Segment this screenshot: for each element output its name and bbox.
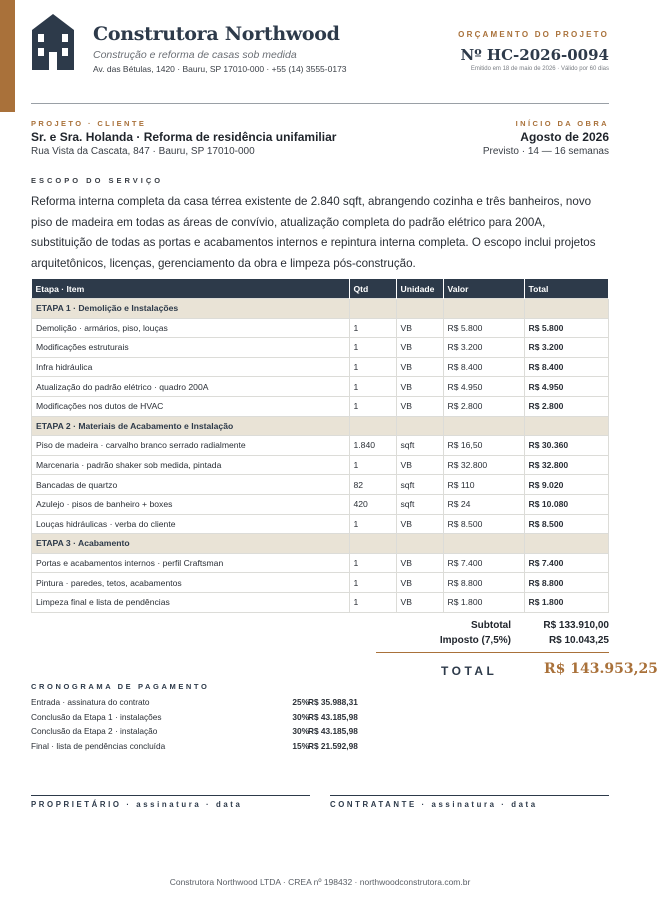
item-price: R$ 7.400 bbox=[443, 553, 524, 573]
stage-empty-cell bbox=[443, 534, 524, 554]
stage-empty-cell bbox=[524, 299, 609, 319]
owner-signature-label: PROPRIETÁRIO · assinatura · data bbox=[31, 800, 243, 809]
item-quantity: 1 bbox=[349, 592, 396, 612]
item-description: Louças hidráulicas · verba do cliente bbox=[32, 514, 350, 534]
item-total: R$ 3.200 bbox=[524, 338, 609, 358]
item-quantity: 1 bbox=[349, 338, 396, 358]
item-quantity: 1 bbox=[349, 377, 396, 397]
contractor-signature-line[interactable] bbox=[330, 795, 609, 796]
header-unit: Unidade bbox=[396, 279, 443, 299]
stage-label: ETAPA 1 · Demolição e Instalações bbox=[32, 299, 350, 319]
start-date: Agosto de 2026 bbox=[520, 130, 609, 144]
stage-label: ETAPA 3 · Acabamento bbox=[32, 534, 350, 554]
item-quantity: 1.840 bbox=[349, 436, 396, 456]
item-price: R$ 24 bbox=[443, 494, 524, 514]
table-row bbox=[32, 436, 609, 456]
project-name: Sr. e Sra. Holanda · Reforma de residência unifamiliar bbox=[31, 130, 337, 144]
payment-amount: R$ 43.185,98 bbox=[308, 712, 358, 722]
item-total: R$ 9.020 bbox=[524, 475, 609, 495]
subtotal-row bbox=[411, 620, 609, 631]
subtotal-value: R$ 133.910,00 bbox=[543, 620, 609, 631]
item-price: R$ 2.800 bbox=[443, 396, 524, 416]
house-building-icon bbox=[32, 12, 74, 70]
stage-row bbox=[32, 416, 609, 436]
item-description: Limpeza final e lista de pendências bbox=[32, 592, 350, 612]
table-row bbox=[32, 592, 609, 612]
item-description: Modificações nos dutos de HVAC bbox=[32, 396, 350, 416]
start-label: INÍCIO DA OBRA bbox=[515, 119, 609, 128]
item-description: Marcenaria · padrão shaker sob medida, pintada bbox=[32, 455, 350, 475]
item-description: Portas e acabamentos internos · perfil Craftsman bbox=[32, 553, 350, 573]
item-quantity: 1 bbox=[349, 573, 396, 593]
header-price: Valor bbox=[443, 279, 524, 299]
table-row bbox=[32, 338, 609, 358]
company-tagline: Construção e reforma de casas sob medida bbox=[93, 49, 297, 61]
item-unit: VB bbox=[396, 573, 443, 593]
table-row bbox=[32, 396, 609, 416]
item-description: Modificações estruturais bbox=[32, 338, 350, 358]
item-unit: sqft bbox=[396, 494, 443, 514]
contractor-signature-label: CONTRATANTE · assinatura · data bbox=[330, 800, 538, 809]
tax-value: R$ 10.043,25 bbox=[548, 635, 609, 646]
stage-empty-cell bbox=[396, 416, 443, 436]
item-price: R$ 32.800 bbox=[443, 455, 524, 475]
item-unit: VB bbox=[396, 514, 443, 534]
quote-meta: Emitido em 18 de maio de 2026 · Válido por 60 dias bbox=[470, 66, 609, 72]
item-price: R$ 1.800 bbox=[443, 592, 524, 612]
header-divider bbox=[31, 103, 609, 104]
stage-empty-cell bbox=[443, 299, 524, 319]
item-description: Demolição · armários, piso, louças bbox=[32, 318, 350, 338]
total-value: R$ 143.953,25 bbox=[544, 661, 658, 677]
item-quantity: 420 bbox=[349, 494, 396, 514]
item-total: R$ 10.080 bbox=[524, 494, 609, 514]
item-quantity: 1 bbox=[349, 318, 396, 338]
stage-empty-cell bbox=[396, 534, 443, 554]
stage-row bbox=[32, 534, 609, 554]
header-total: Total bbox=[524, 279, 609, 299]
stage-empty-cell bbox=[524, 534, 609, 554]
stage-empty-cell bbox=[349, 416, 396, 436]
item-description: Bancadas de quartzo bbox=[32, 475, 350, 495]
items-table bbox=[31, 279, 609, 613]
item-unit: VB bbox=[396, 357, 443, 377]
item-price: R$ 4.950 bbox=[443, 377, 524, 397]
item-description: Infra hidráulica bbox=[32, 357, 350, 377]
accent-bar bbox=[0, 0, 15, 112]
stage-label: ETAPA 2 · Materiais de Acabamento e Instalação bbox=[32, 416, 350, 436]
item-price: R$ 16,50 bbox=[443, 436, 524, 456]
table-row bbox=[32, 494, 609, 514]
item-unit: VB bbox=[396, 318, 443, 338]
item-unit: VB bbox=[396, 592, 443, 612]
payment-desc: Final · lista de pendências concluída bbox=[31, 741, 166, 751]
item-total: R$ 1.800 bbox=[524, 592, 609, 612]
stage-empty-cell bbox=[443, 416, 524, 436]
footer: Construtora Northwood LTDA · CREA nº 198432 · northwoodconstrutora.com.br bbox=[169, 877, 471, 887]
header-qty: Qtd bbox=[349, 279, 396, 299]
scope-label: ESCOPO DO SERVIÇO bbox=[31, 176, 164, 185]
item-unit: VB bbox=[396, 553, 443, 573]
table-row bbox=[32, 553, 609, 573]
item-price: R$ 8.500 bbox=[443, 514, 524, 534]
item-total: R$ 8.800 bbox=[524, 573, 609, 593]
table-row bbox=[32, 573, 609, 593]
item-quantity: 1 bbox=[349, 553, 396, 573]
table-row bbox=[32, 475, 609, 495]
item-total: R$ 7.400 bbox=[524, 553, 609, 573]
item-description: Pintura · paredes, tetos, acabamentos bbox=[32, 573, 350, 593]
project-address: Rua Vista da Cascata, 847 · Bauru, SP 17010-000 bbox=[31, 146, 255, 157]
table-header-row bbox=[32, 279, 609, 299]
payment-percent: 25% bbox=[292, 697, 309, 707]
project-label: PROJETO · CLIENTE bbox=[31, 119, 147, 128]
item-unit: VB bbox=[396, 338, 443, 358]
item-description: Azulejo · pisos de banheiro + boxes bbox=[32, 494, 350, 514]
scope-text: Reforma interna completa da casa térrea existente de 2.840 sqft, abrangendo cozinha e três banheiros, novo piso de madeira em todas as áreas de convívio, atualização completa do padrão elétrico para 200A, substituição de todas as portas e acabamentos internos e repintura interna completa. O escopo inclui projetos arquitetônicos, licenças, gerenciamento da obra e limpeza pós-construção. bbox=[31, 195, 596, 270]
stage-row bbox=[32, 299, 609, 319]
item-total: R$ 8.500 bbox=[524, 514, 609, 534]
item-quantity: 1 bbox=[349, 396, 396, 416]
table-row bbox=[32, 514, 609, 534]
item-total: R$ 30.360 bbox=[524, 436, 609, 456]
item-total: R$ 8.400 bbox=[524, 357, 609, 377]
subtotal-label: Subtotal bbox=[471, 620, 511, 631]
item-price: R$ 5.800 bbox=[443, 318, 524, 338]
table-row bbox=[32, 357, 609, 377]
tax-row bbox=[411, 635, 609, 646]
item-price: R$ 3.200 bbox=[443, 338, 524, 358]
quote-number: Nº HC-2026-0094 bbox=[460, 46, 609, 64]
header-item: Etapa · Item bbox=[32, 279, 350, 299]
item-price: R$ 8.400 bbox=[443, 357, 524, 377]
item-total: R$ 4.950 bbox=[524, 377, 609, 397]
item-price: R$ 8.800 bbox=[443, 573, 524, 593]
table-body bbox=[32, 299, 609, 613]
item-quantity: 1 bbox=[349, 514, 396, 534]
table-row bbox=[32, 318, 609, 338]
item-unit: VB bbox=[396, 377, 443, 397]
stage-empty-cell bbox=[349, 299, 396, 319]
item-unit: sqft bbox=[396, 475, 443, 495]
stage-empty-cell bbox=[396, 299, 443, 319]
table-row bbox=[32, 377, 609, 397]
stage-empty-cell bbox=[349, 534, 396, 554]
company-name: Construtora Northwood bbox=[93, 23, 340, 45]
item-description: Piso de madeira · carvalho branco serrado radialmente bbox=[32, 436, 350, 456]
item-description: Atualização do padrão elétrico · quadro 200A bbox=[32, 377, 350, 397]
payment-desc: Conclusão da Etapa 1 · instalações bbox=[31, 712, 162, 722]
stage-empty-cell bbox=[524, 416, 609, 436]
item-total: R$ 2.800 bbox=[524, 396, 609, 416]
tax-label: Imposto (7,5%) bbox=[439, 635, 511, 646]
item-quantity: 82 bbox=[349, 475, 396, 495]
item-price: R$ 110 bbox=[443, 475, 524, 495]
item-unit: VB bbox=[396, 455, 443, 475]
start-duration: Previsto · 14 — 16 semanas bbox=[482, 146, 609, 157]
payment-percent: 15% bbox=[292, 741, 309, 751]
payment-desc: Entrada · assinatura do contrato bbox=[31, 697, 150, 707]
company-address: Av. das Bétulas, 1420 · Bauru, SP 17010-000 · +55 (14) 3555-0173 bbox=[93, 64, 347, 74]
total-label: TOTAL bbox=[441, 664, 498, 678]
item-total: R$ 5.800 bbox=[524, 318, 609, 338]
item-total: R$ 32.800 bbox=[524, 455, 609, 475]
payment-amount: R$ 21.592,98 bbox=[308, 741, 358, 751]
payment-amount: R$ 35.988,31 bbox=[308, 697, 358, 707]
payment-desc: Conclusão da Etapa 2 · instalação bbox=[31, 726, 158, 736]
payment-amount: R$ 43.185,98 bbox=[308, 726, 358, 736]
quote-label: ORÇAMENTO DO PROJETO bbox=[458, 30, 609, 39]
total-divider bbox=[376, 652, 609, 653]
item-unit: sqft bbox=[396, 436, 443, 456]
owner-signature-line[interactable] bbox=[31, 795, 310, 796]
item-quantity: 1 bbox=[349, 455, 396, 475]
item-quantity: 1 bbox=[349, 357, 396, 377]
payment-percent: 30% bbox=[292, 712, 309, 722]
item-unit: VB bbox=[396, 396, 443, 416]
table-row bbox=[32, 455, 609, 475]
payment-schedule-label: CRONOGRAMA DE PAGAMENTO bbox=[31, 682, 210, 691]
payment-percent: 30% bbox=[292, 726, 309, 736]
